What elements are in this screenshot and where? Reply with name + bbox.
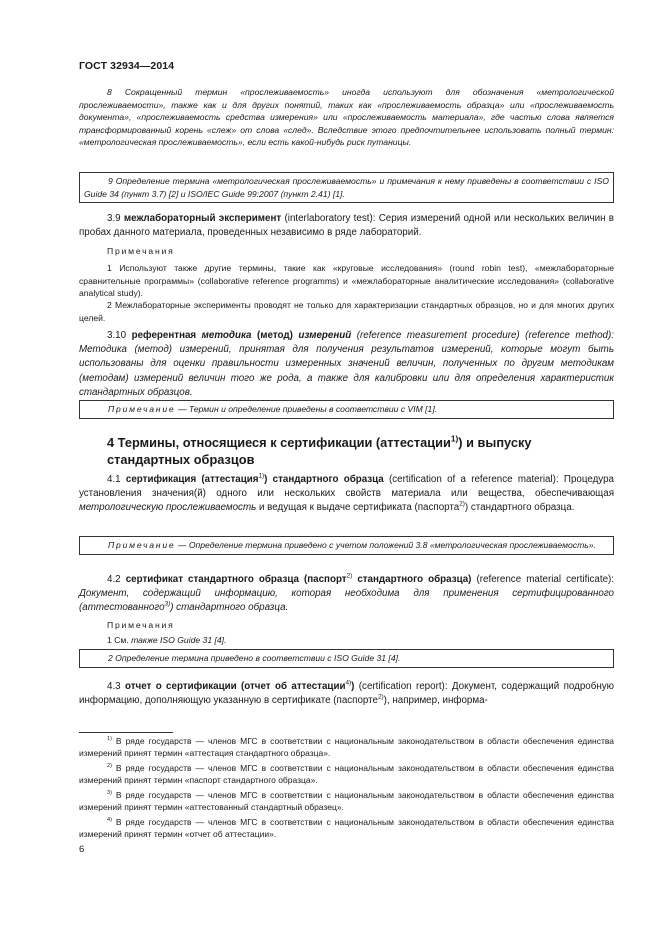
term-english: (reference material certificate): [471, 574, 615, 585]
term-definition: Методика (метод) измерений, принятая для получения результатов измерений, которые могут быть использованы для оценки правильности измеренных значений величин, полученных по другим методикам (методам) измерений величин того же рода, а также для калибровки или для определения характеристик стандартных образцов. [79, 344, 614, 398]
note-text: — Определение термина приведено с учетом положений 3.8 «метрологическая прослеживаемость». [175, 540, 596, 550]
term-definition: (interlaboratory test): Серия измерений одной или нескольких величин в пробах данного материала, проведенных независимо в ряде лабораторий. [79, 213, 614, 239]
term-english: (reference measurement procedure) (reference method): [351, 330, 614, 341]
term-title-b: стандартного образца) [352, 574, 472, 585]
footnote-ref: 1) [258, 472, 265, 480]
term-4-2-note-1 [79, 634, 614, 647]
term-3-9-note-1: 1 Используют также другие термины, такие как «круговые исследования» (round robin test), «межлабораторные сравнительные программы» (collaborative reference programms) и «межлабораторные аналитические исследования» (collaborative analytical study). [79, 263, 614, 299]
notes-label-4-2: Примечания [107, 620, 175, 630]
term-number: 4.2 [107, 574, 121, 585]
footnote-mark: 3) [107, 790, 112, 797]
heading-text: 4 Термины, относящиеся к сертификации (аттестации [107, 435, 451, 450]
footnote-ref: 4) [345, 679, 352, 687]
term-4-2 [79, 573, 614, 616]
footnote-ref: 2) [459, 501, 465, 509]
term-3-9 [79, 212, 614, 240]
term-italic: метрологическую прослеживаемость [79, 502, 257, 514]
term-title-b: ) [351, 681, 355, 692]
term-number: 3.9 [107, 213, 121, 224]
footnote-ref: 1) [450, 433, 459, 444]
term-title-b: ) стандартного образца [264, 474, 384, 485]
note-1-b: также ISO Guide 31 [4]. [131, 635, 227, 645]
footnote-1 [79, 735, 614, 760]
footnote-ref: 2) [346, 572, 353, 580]
footnote-4 [79, 816, 614, 841]
term-title-a: отчет о сертификации (отчет об аттестации [125, 681, 346, 692]
term-title-b: методика [201, 330, 252, 341]
note-9-box [79, 172, 614, 203]
note-1-a: 1 См. [107, 635, 132, 645]
term-4-1-note [84, 539, 609, 552]
term-title-d: измерений [298, 330, 352, 341]
document-header: ГОСТ 32934—2014 [79, 60, 175, 72]
term-4-3 [79, 680, 614, 708]
section-4-heading-line-1 [79, 434, 614, 451]
term-def-2: и ведущая к выдаче сертификата (паспорта [256, 502, 460, 514]
term-number: 4.1 [107, 474, 121, 485]
term-title-a: референтная [131, 330, 202, 341]
footnote-ref: 2) [378, 693, 384, 701]
term-text-b: ), например, информа- [383, 695, 488, 707]
section-4-heading [79, 434, 614, 468]
footnote-text: В ряде государств — членов МГС в соответствии с национальным законодательством в области обеспечения единства измерений принят термин «паспорт стандартного образца». [79, 763, 614, 786]
footnote-text: В ряде государств — членов МГС в соответствии с национальным законодательством в области обеспечения единства измерений принят термин «отчет об аттестации». [79, 817, 614, 840]
term-number: 3.10 [107, 330, 127, 341]
footnote-mark: 4) [107, 817, 112, 824]
term-4-1 [79, 473, 614, 516]
term-3-10-note [84, 403, 609, 416]
term-4-2-note-2: 2 Определение термина приведено в соответствии с ISO Guide 31 [4]. [108, 653, 401, 663]
term-4-1-note-box [79, 536, 614, 555]
term-title-a: сертификация (аттестация [125, 474, 259, 485]
term-title-a: сертификат стандартного образца (паспорт [125, 574, 347, 585]
term-number: 4.3 [107, 681, 121, 692]
note-8: 8 Сокращенный термин «прослеживаемость» иногда используют для обозначения «метрологической прослеживаемости», также как и для других понятий, таких как «прослеживаемость образца» или «прослеживаемость документа», «прослеживаемость средства измерения» или «прослеживаемость материала», где частью слова является трансформированный корень «слеж» от слова «след». Вследствие этого предпочтительнее использовать полный термин: «метрологическая прослеживаемость», если есть какой-нибудь риск путаницы. [79, 87, 614, 148]
footnote-divider [79, 732, 173, 733]
term-title: межлабораторный эксперимент [123, 213, 282, 224]
footnote-3 [79, 789, 614, 814]
note-label: Примечание [108, 540, 176, 550]
term-def-1: (certification of a reference material): Процедура установления значения(й) одного или нескольких свойств материала или вещества, обеспечивающая [79, 474, 614, 500]
term-3-9-note-2: 2 Межлабораторные эксперименты проводят не только для характеризации стандартных образцов, но и для многих других целей. [79, 300, 614, 323]
note-9-text: 9 Определение термина «метрологическая прослеживаемость» и примечания к нему приведены в соответствии с ISO Guide 34 (пункт 3.7) [2] и ISO/IEC Guide 99:2007 (пункт 2.41) [1]. [84, 176, 609, 199]
term-4-2-note-2-box [79, 649, 614, 668]
footnote-text: В ряде государств — членов МГС в соответствии с национальным законодательством в области обеспечения единства измерений принят термин «аттестация стандартного образца». [79, 736, 614, 759]
page-number: 6 [79, 844, 85, 855]
footnote-text: В ряде государств — членов МГС в соответствии с национальным законодательством в области обеспечения единства измерений принят термин «аттестованный стандартный образец». [79, 790, 614, 813]
footnote-2 [79, 762, 614, 787]
term-def-a: Документ, содержащий информацию, которая необходима для применения сертифицированного (аттестованного [79, 588, 614, 614]
footnote-mark: 2) [107, 763, 112, 770]
term-def-b: ) стандартного образца. [170, 602, 289, 614]
term-text-a: (certification report): Документ, содержащий подробную информацию, дополняющую указанную в сертификате (паспорте [79, 681, 614, 707]
term-3-10-note-box [79, 400, 614, 419]
term-def-3: ) стандартного образца. [464, 502, 575, 514]
footnote-ref: 3) [164, 601, 171, 609]
notes-label-3-9: Примечания [107, 246, 175, 256]
heading-text-end: ) и выпуску [458, 435, 532, 450]
term-3-10 [79, 329, 614, 400]
term-title-c: (метод) [251, 330, 299, 341]
footnote-mark: 1) [107, 736, 112, 743]
note-label: Примечание [108, 404, 176, 414]
note-text: — Термин и определение приведены в соответствии с VIM [1]. [175, 404, 438, 414]
section-4-heading-line-2: стандартных образцов [107, 452, 255, 467]
